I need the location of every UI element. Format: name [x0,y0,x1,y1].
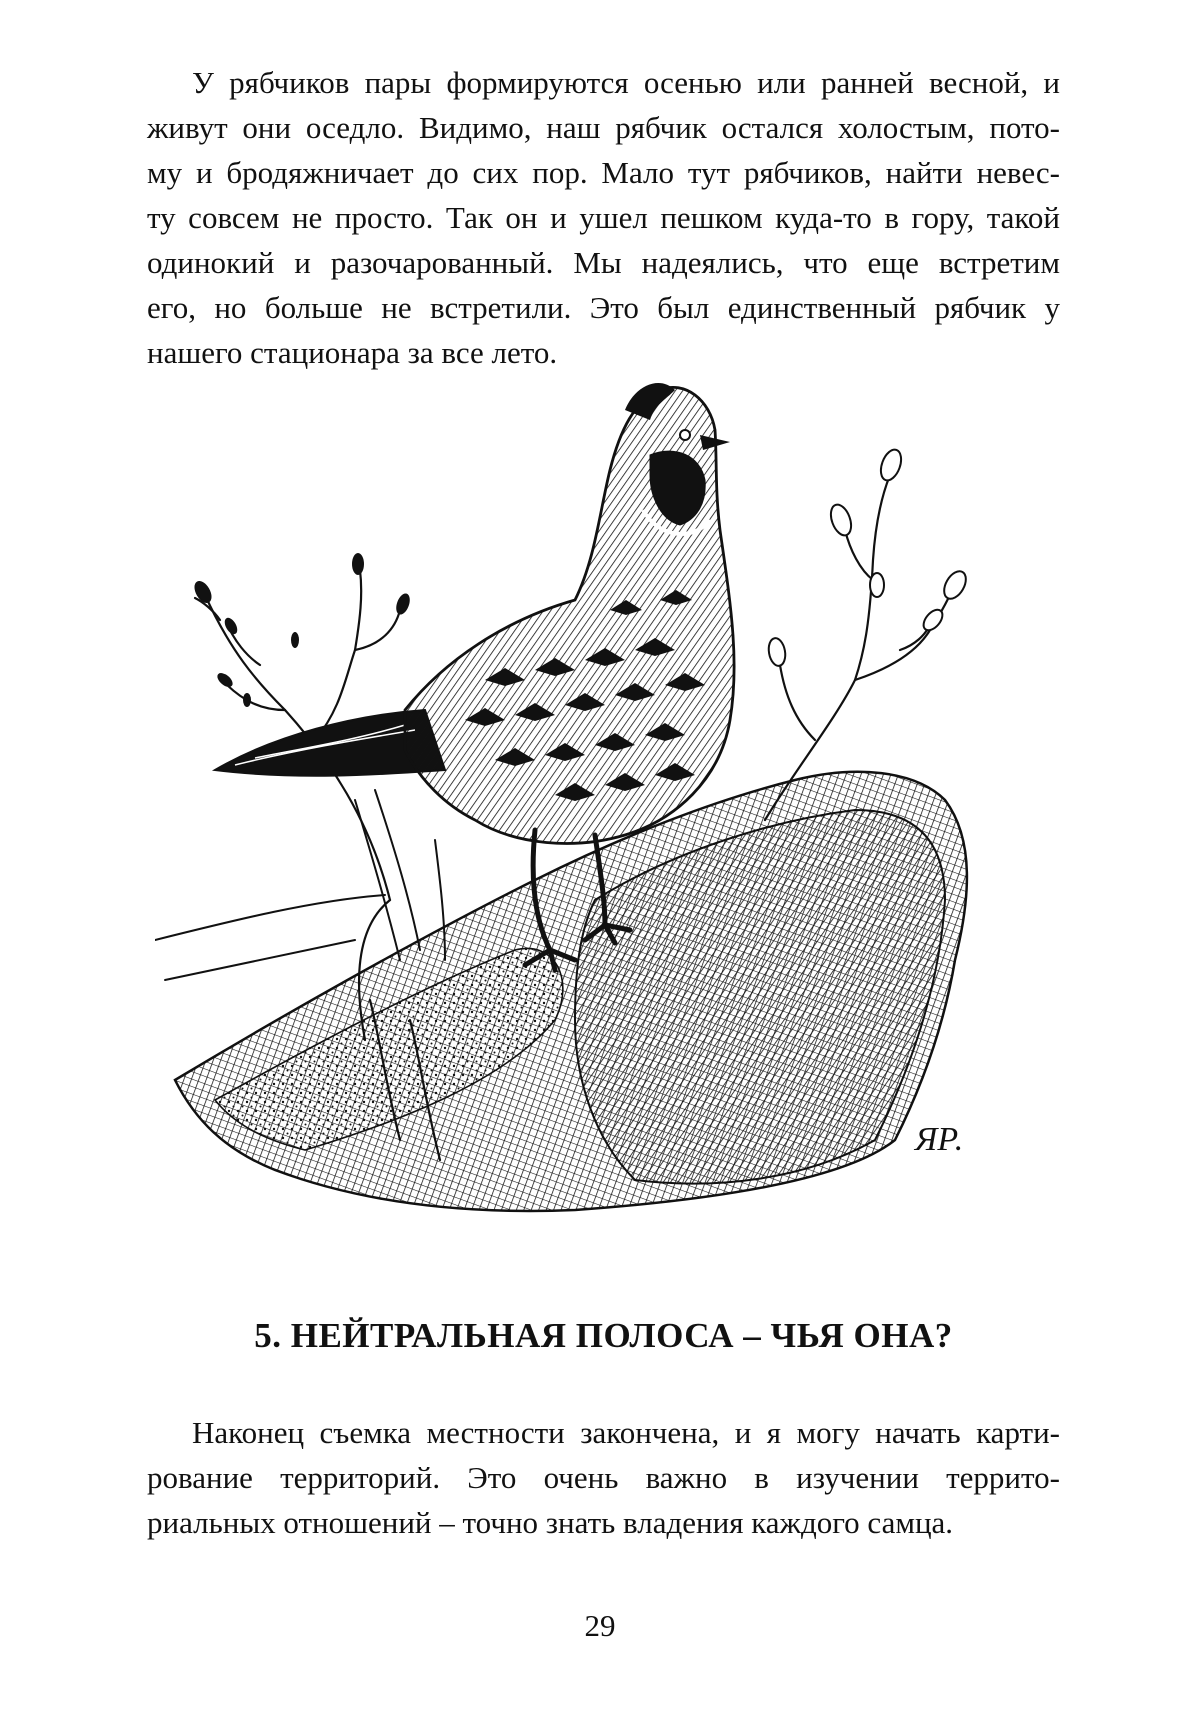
text-line: одинокий и разочарованный. Мы надеялись, что еще встретим [147,245,1060,280]
hazel-grouse-illustration [155,380,1055,1260]
page-number: 29 [584,1608,616,1643]
left-twig-buds [191,553,412,707]
bird-eye [680,430,690,440]
text-line: нашего стационара за все лето. [147,335,558,370]
paragraph-top [147,60,1060,375]
right-twig-buds [767,447,971,667]
section-heading: 5. НЕЙТРАЛЬНАЯ ПОЛОСА – ЧЬЯ ОНА? [254,1316,953,1355]
hazel-grouse-icon [155,380,1055,1260]
paragraph-bottom [147,1410,1060,1545]
text-line: риальных отношений – точно знать владения каждого самца. [147,1505,954,1540]
artist-monogram: ЯР. [915,1121,964,1158]
text-line: ту совсем не просто. Так он и ушел пешком куда-то в гору, такой [147,200,1060,235]
text-line: му и бродяжничает до сих пор. Мало тут рябчиков, найти невес- [147,155,1060,190]
text-line: живут они оседло. Видимо, наш рябчик остался холостым, пото- [147,110,1060,145]
text-line: У рябчиков пары формируются осенью или ранней весной, и [192,65,1060,100]
text-line: Наконец съемка местности закончена, и я могу начать карти- [192,1415,1060,1450]
text-line: его, но больше не встретили. Это был единственный рябчик у [147,290,1060,325]
text-line: рование территорий. Это очень важно в изучении террито- [147,1460,1060,1495]
right-twig [765,475,950,820]
